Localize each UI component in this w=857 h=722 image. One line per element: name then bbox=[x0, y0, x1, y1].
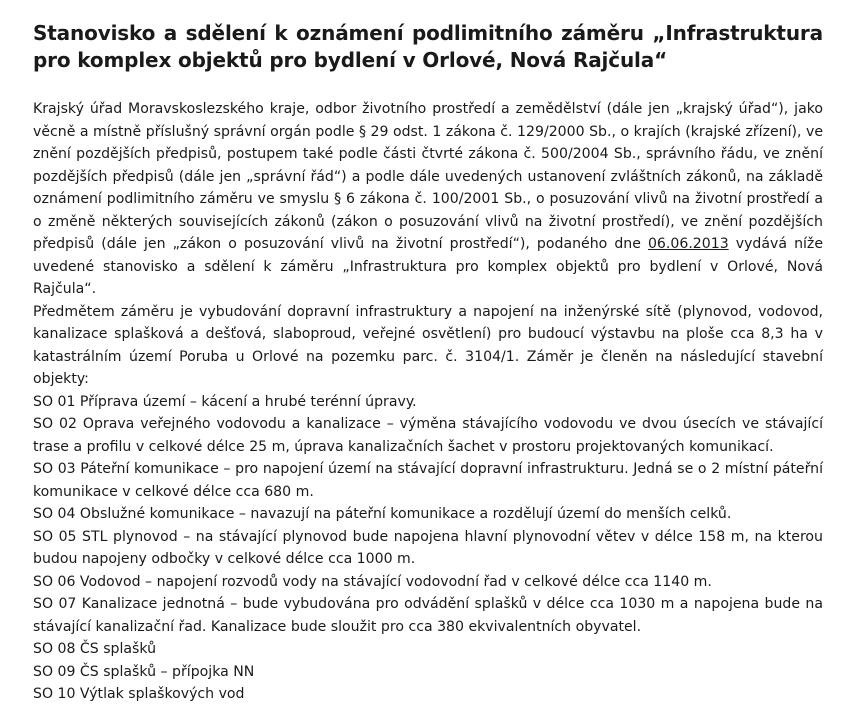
building-object-item: SO 10 Výtlak splaškových vod bbox=[33, 686, 245, 702]
building-object-item: SO 02 Oprava veřejného vodovodu a kanalizace – výměna stávajícího vodovodu ve dvou úsecích ve stávající trase a profilu v celkové délce 25 m, úprava kanalizačních šachet v prostoru projektovaných komunikací. bbox=[33, 416, 823, 455]
subject-paragraph: Předmětem záměru je vybudování dopravní infrastruktury a napojení na inženýrské sítě (plynovod, vodovod, kanalizace splašková a dešťová, slaboproud, veřejné osvětlení) pro budoucí výstavbu na ploše cca 8,3 ha v katastrálním území Poruba u Orlové na pozemku parc. č. 3104/1. Záměr je členěn na následující stavební objekty: bbox=[33, 303, 823, 387]
document-body bbox=[33, 98, 823, 706]
building-object-item: SO 04 Obslužné komunikace – navazují na páteřní komunikace a rozdělují území do menších celků. bbox=[33, 506, 732, 522]
document bbox=[33, 20, 823, 706]
building-object-item: SO 06 Vodovod – napojení rozvodů vody na stávající vodovodní řad v celkové délce cca 1140 m. bbox=[33, 573, 712, 590]
building-object-item: SO 09 ČS splašků – přípojka NN bbox=[33, 663, 255, 680]
intro-text-part2: vydává níže uvedené stanovisko a sdělení k záměru „Infrastruktura pro komplex objektů pro bydlení v Orlové, Nová Rajčula“. bbox=[33, 236, 823, 297]
building-objects-list bbox=[33, 391, 823, 706]
intro-text-part1: Krajský úřad Moravskoslezského kraje, odbor životního prostředí a zemědělství (dále jen „krajský úřad“), jako věcně a místně příslušný správní orgán podle § 29 odst. 1 zákona č. 129/2000 Sb., o krajích (krajské zřízení), ve znění pozdějších předpisů, postupem také podle části čtvrté zákona č. 500/2004 Sb., správního řádu, ve znění pozdějších předpisů (dále jen „správní řád“) a podle dále uvedených ustanovení zvláštních zákonů, na základě oznámení podlimitního záměru ve smyslu § 6 zákona č. 100/2001 Sb., o posuzování vlivů na životní prostředí a o změně některých souvisejících zákonů (zákon o posuzování vlivů na životní prostředí), ve znění pozdějších předpisů (dále jen „zákon o posuzování vlivů na životní prostředí“), podaného dne bbox=[33, 101, 823, 252]
building-object-item: SO 05 STL plynovod – na stávající plynovod bude napojena hlavní plynovodní větev v délce 158 m, na kterou budou napojeny odbočky v celkové délce cca 1000 m. bbox=[33, 528, 823, 567]
submission-date: 06.06.2013 bbox=[647, 236, 729, 252]
building-object-item: SO 08 ČS splašků bbox=[33, 641, 157, 657]
building-object-item: SO 03 Páteřní komunikace – pro napojení území na stávající dopravní infrastrukturu. Jedná se o 2 místní páteřní komunikace v celkové délce cca 680 m. bbox=[33, 461, 823, 500]
intro-paragraph bbox=[33, 98, 823, 301]
building-object-item: SO 07 Kanalizace jednotná – bude vybudována pro odvádění splašků v délce cca 1030 m a napojena bude na stávající kanalizační řad. Kanalizace bude sloužit pro cca 380 ekvivalentních obyvatel. bbox=[33, 596, 823, 635]
document-title: Stanovisko a sdělení k oznámení podlimitního záměru „Infrastruktura pro komplex objektů pro bydlení v Orlové, Nová Rajčula“ bbox=[33, 21, 823, 72]
building-object-item: SO 01 Příprava území – kácení a hrubé terénní úpravy. bbox=[33, 393, 417, 410]
